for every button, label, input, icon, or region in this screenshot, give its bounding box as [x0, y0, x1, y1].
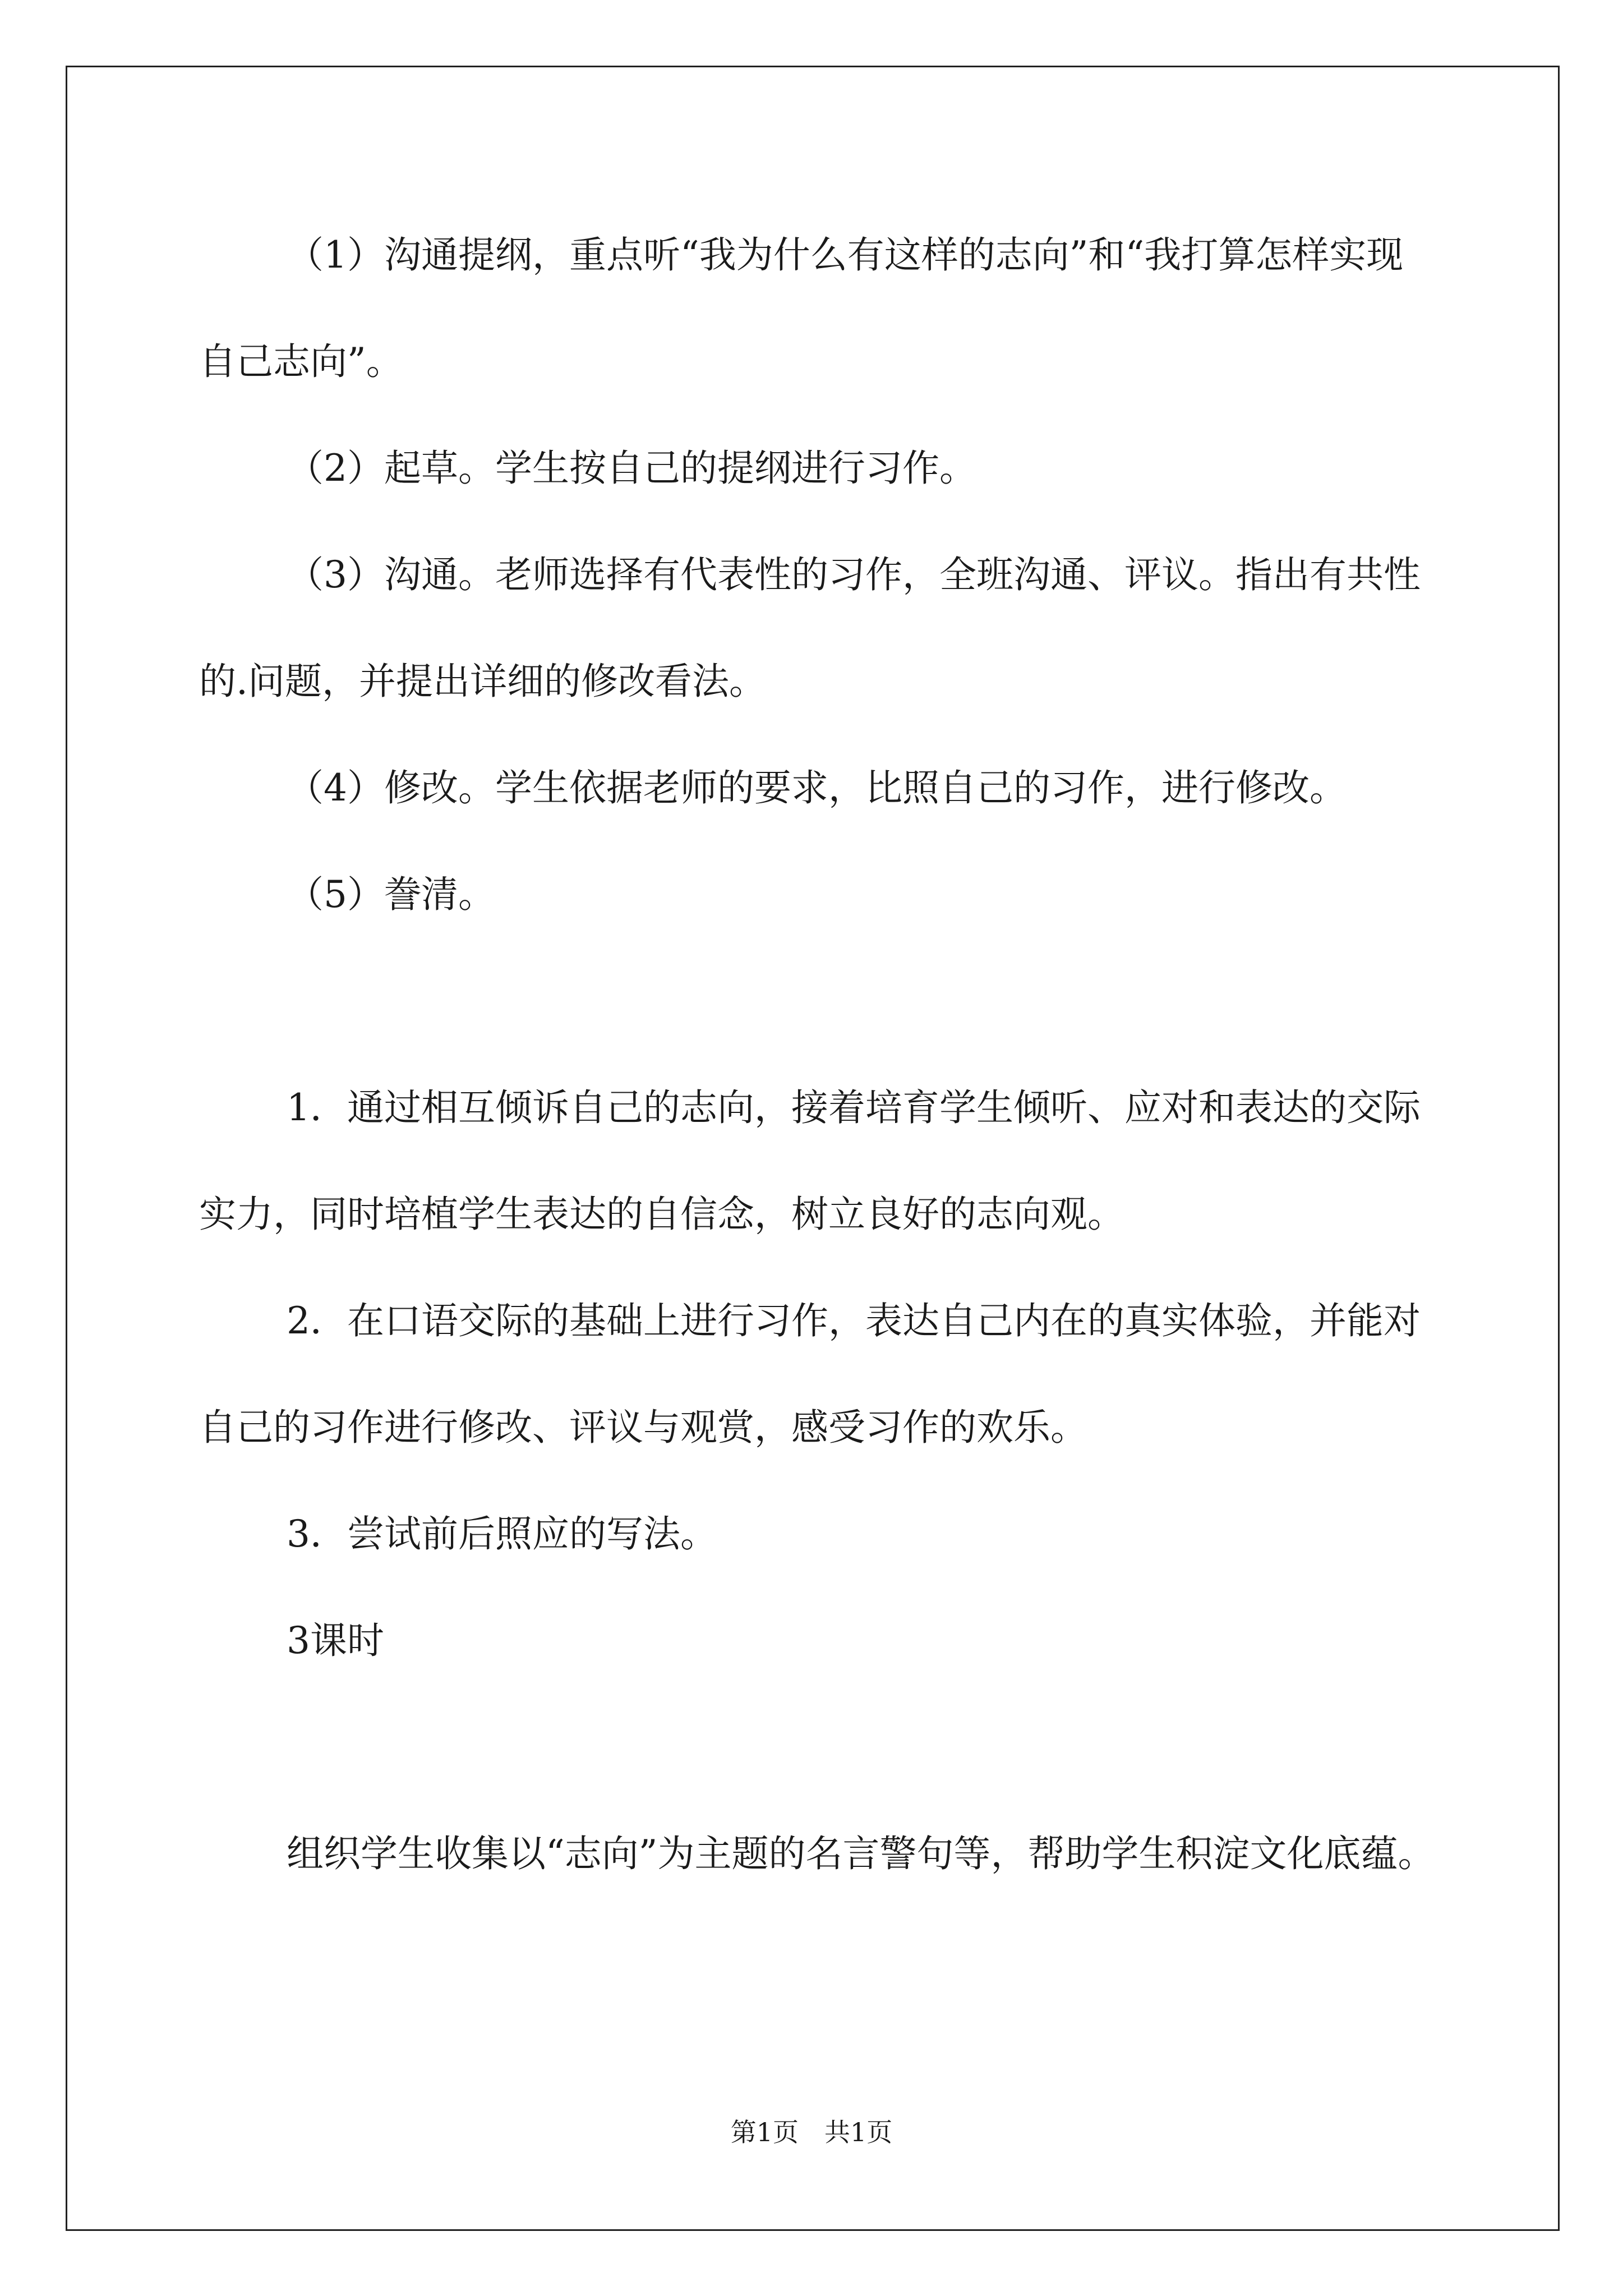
paragraph: 2．在口语交际的基础上进行习作，表达自己内在的真实体验，并能对自己的习作进行修改、评议与观赏，感受习作的欢乐。	[199, 1299, 1421, 1449]
document-body	[199, 202, 1438, 1907]
paragraph: （3）沟通。老师选择有代表性的习作，全班沟通、评议。指出有共性的.问题，并提出详细的修改看法。	[199, 553, 1421, 703]
paragraph: （1）沟通提纲，重点听“我为什么有这样的志向”和“我打算怎样实现自己志向”。	[199, 233, 1404, 383]
section-gap	[199, 1694, 1438, 1801]
paragraph: （4）修改。学生依据老师的要求，比照自己的习作，进行修改。	[287, 766, 1347, 809]
page-number: 第1页 共1页	[730, 2117, 893, 2147]
paragraph: （5）誊清。	[287, 873, 495, 916]
section-gap	[199, 948, 1438, 1055]
paragraph: 3课时	[287, 1619, 384, 1662]
paragraph: 组织学生收集以“志向”为主题的名言警句等，帮助学生积淀文化底蕴。	[287, 1832, 1435, 1875]
paragraph: 1．通过相互倾诉自己的志向，接着培育学生倾听、应对和表达的交际实力，同时培植学生表达的自信念，树立良好的志向观。	[199, 1086, 1421, 1236]
paragraph: （2）起草。学生按自己的提纲进行习作。	[287, 447, 976, 490]
paragraph: 3．尝试前后照应的写法。	[287, 1512, 717, 1556]
page-footer	[0, 2112, 1623, 2149]
